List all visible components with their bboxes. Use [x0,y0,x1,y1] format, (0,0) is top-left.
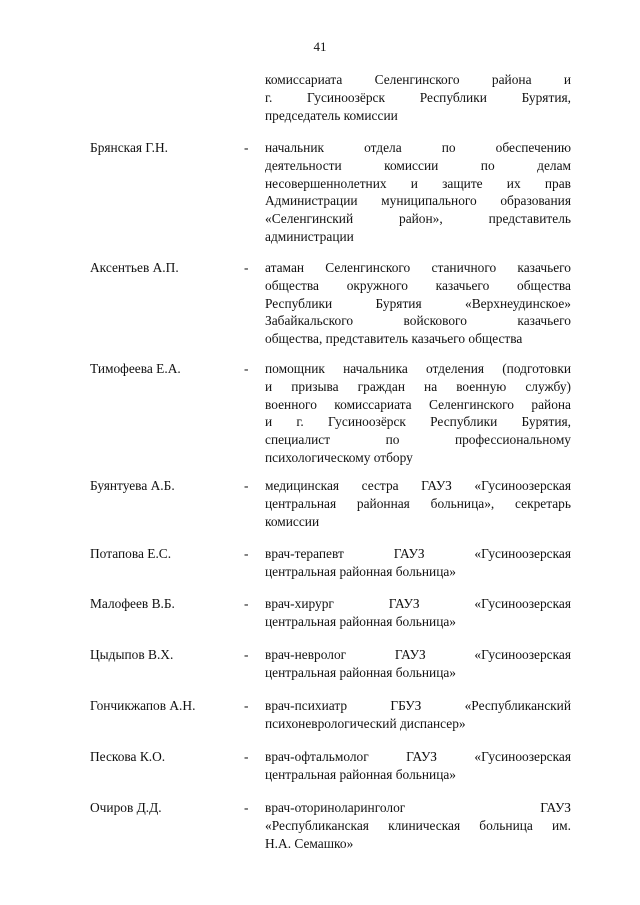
description-line: комиссариата Селенгинского района и [265,72,571,87]
description-line: врач-психиатр ГБУЗ «Республиканский [265,698,571,713]
member-description [265,477,571,530]
description-line: и призыва граждан на военную службу) [265,378,571,394]
description-line: психоневрологический диспансер» [265,715,466,731]
member-name: Очиров Д.Д. [90,800,162,815]
description-line: «Селенгинский район», представитель [265,211,571,227]
description-line: центральная районная больница» [265,613,456,629]
member-description [265,697,571,733]
member-name: Буянтуева А.Б. [90,478,175,493]
description-line: военного комиссариата Селенгинского района [265,396,571,412]
member-description [265,646,571,682]
member-name: Пескова К.О. [90,749,166,764]
description-line: врач-хирург ГАУЗ «Гусиноозерская [265,596,571,611]
member-description [265,799,571,852]
description-line: «Республиканская клиническая больница им. [265,817,571,833]
description-line: врач-оториноларинголог ГАУЗ [265,800,571,815]
member-description [265,748,571,784]
description-line: Республики Бурятия «Верхнеудинское» [265,295,571,311]
member-name: Гончикжапов А.Н. [90,698,196,713]
description-line: г. Гусиноозёрск Республики Бурятия, [265,89,571,105]
dash-separator: - [244,749,249,764]
member-name: Малофеев В.Б. [90,596,175,611]
description-line: центральная районная больница» [265,563,456,579]
description-line: психологическому отбору [265,449,413,465]
description-line: центральная районная больница», секретарь [265,495,571,511]
member-name: Цыдыпов В.Х. [90,647,174,662]
member-description [265,360,571,467]
member-description [265,545,571,581]
member-name: Аксентьев А.П. [90,260,179,275]
dash-separator: - [244,800,249,815]
description-line: начальник отдела по обеспечению [265,140,571,155]
member-name: Брянская Г.Н. [90,140,169,155]
description-line: медицинская сестра ГАУЗ «Гусиноозерская [265,478,571,493]
member-description [265,139,571,246]
description-line: общества окружного казачьего общества [265,277,571,293]
description-line: и г. Гусиноозёрск Республики Бурятия, [265,414,571,430]
dash-separator: - [244,596,249,611]
page-number: 41 [313,39,327,54]
description-line: деятельности комиссии по делам [265,157,571,173]
description-line: несовершеннолетних и защите их прав [265,175,571,191]
description-line: помощник начальника отделения (подготовки [265,361,571,376]
dash-separator: - [244,361,249,376]
member-description [265,595,571,631]
dash-separator: - [244,546,249,561]
description-line: врач-невролог ГАУЗ «Гусиноозерская [265,647,571,662]
description-line: общества, представитель казачьего общества [265,331,523,347]
description-line: атаман Селенгинского станичного казачьего [265,260,571,275]
description-line: специалист по профессиональному [265,432,571,448]
dash-separator: - [244,647,249,662]
description-line: центральная районная больница» [265,664,456,680]
member-description [265,259,571,348]
member-name: Тимофеева Е.А. [90,361,181,376]
description-line: администрации [265,228,354,244]
dash-separator: - [244,260,249,275]
member-name: Потапова Е.С. [90,546,172,561]
member-description [265,71,571,124]
description-line: центральная районная больница» [265,766,456,782]
dash-separator: - [244,698,249,713]
description-line: врач-офтальмолог ГАУЗ «Гусиноозерская [265,749,571,764]
description-line: комиссии [265,513,320,529]
description-line: врач-терапевт ГАУЗ «Гусиноозерская [265,546,571,561]
description-line: Администрации муниципального образования [265,193,571,209]
dash-separator: - [244,478,249,493]
dash-separator: - [244,140,249,155]
description-line: Забайкальского войскового казачьего [265,313,571,329]
description-line: председатель комиссии [265,107,398,123]
description-line: Н.А. Семашко» [265,835,354,851]
